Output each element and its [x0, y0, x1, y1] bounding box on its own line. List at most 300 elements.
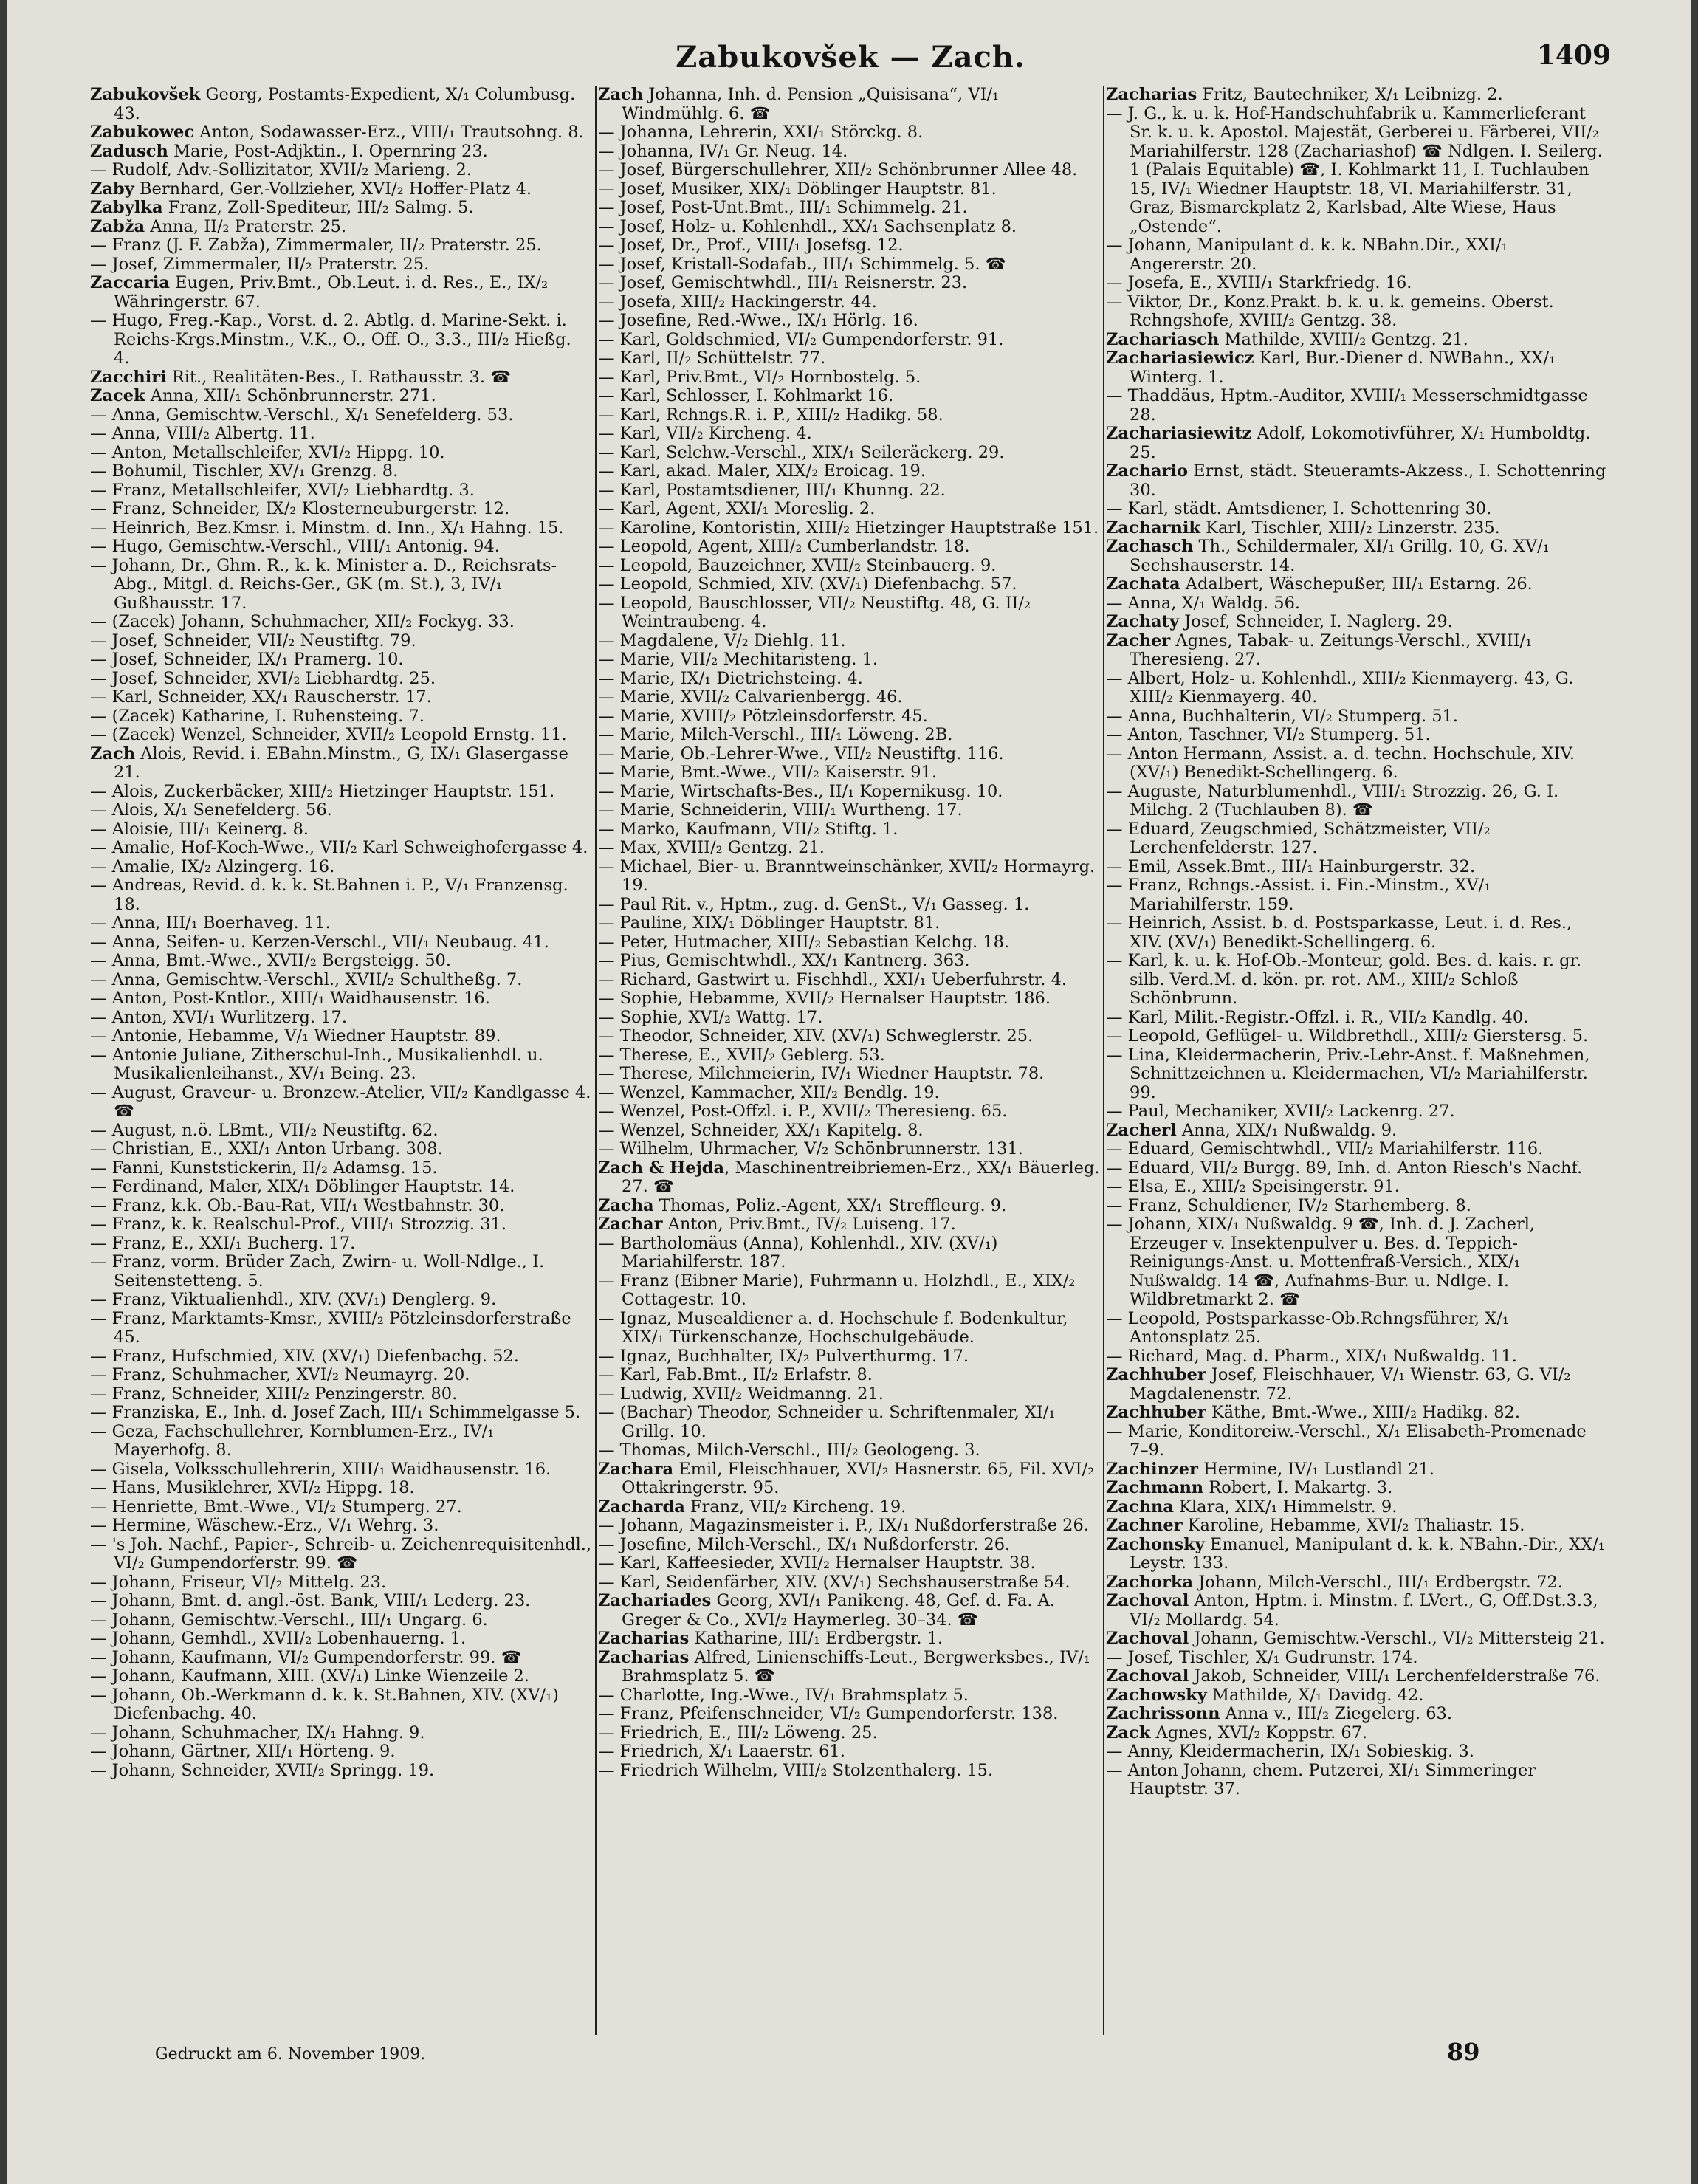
entry-surname: Zabža [90, 216, 145, 236]
directory-entry [598, 1705, 1100, 1724]
directory-entry [90, 1536, 592, 1573]
entry-details: — Max, XVIII/₂ Gentzg. 21. [598, 838, 825, 857]
directory-entry [1106, 594, 1608, 614]
entry-details: Karl, Tischler, XIII/₂ Linzerstr. 235. [1200, 518, 1500, 538]
entry-details: — Franz, k.k. Ob.-Bau-Rat, VII/₁ Westbahnstr. 30. [90, 1195, 505, 1215]
entry-details: — Johann, Magazinsmeister i. P., IX/₁ Nußdorferstraße 26. [598, 1516, 1089, 1535]
directory-entry [1106, 236, 1608, 274]
directory-entry [90, 1611, 592, 1630]
directory-entry [1106, 1705, 1608, 1724]
entry-details: — Franz, k. k. Realschul-Prof., VIII/₁ Strozzig. 31. [90, 1215, 506, 1234]
column-middle [598, 86, 1100, 2035]
directory-entry [1106, 349, 1608, 387]
directory-entry [1106, 1686, 1608, 1706]
directory-entry [598, 1554, 1100, 1573]
directory-entry [1106, 1724, 1608, 1743]
entry-details: — Josefine, Milch-Verschl., IX/₁ Nußdorferstr. 26. [598, 1534, 1011, 1554]
directory-entry [1106, 1479, 1608, 1498]
directory-entry [90, 500, 592, 519]
directory-entry [598, 255, 1100, 275]
directory-entry [598, 726, 1100, 745]
directory-entry [1106, 462, 1608, 500]
entry-details: — Johanna, Lehrerin, XXI/₁ Störckg. 8. [598, 123, 924, 142]
entry-details: Thomas, Poliz.-Agent, XX/₁ Streffleurg. 9. [653, 1195, 1007, 1215]
directory-entry [90, 1366, 592, 1385]
entry-details: — (Bachar) Theodor, Schneider u. Schriftenmaler, XI/₁ Grillg. 10. [598, 1403, 1056, 1441]
directory-entry [1106, 274, 1608, 293]
directory-entry [1106, 707, 1608, 727]
directory-entry [1106, 1592, 1608, 1630]
directory-entry [90, 1724, 592, 1743]
entry-details: — Wenzel, Post-Offzl. i. P., XVII/₂ Theresieng. 65. [598, 1102, 1008, 1121]
entry-details: — Anton, XVI/₁ Wurlitzerg. 17. [90, 1007, 347, 1027]
directory-entry [598, 387, 1100, 406]
entry-details: Klara, XIX/₁ Himmelstr. 9. [1174, 1497, 1398, 1517]
entry-details: — Anna, Buchhalterin, VI/₂ Stumperg. 51. [1106, 706, 1459, 726]
directory-entry [90, 538, 592, 557]
entry-details: — Therese, Milchmeierin, IV/₁ Wiedner Hauptstr. 78. [598, 1064, 1045, 1083]
entry-details: — Eduard, Gemischtwhdl., VII/₂ Mariahilferstr. 116. [1106, 1139, 1544, 1158]
directory-entry [598, 914, 1100, 933]
entry-details: — Antonie, Hebamme, V/₁ Wiedner Hauptstr. 89. [90, 1026, 501, 1045]
entry-details: — Johann, XIX/₁ Nußwaldg. 9 ☎, Inh. d. J. Zacherl, Erzeuger v. Insektenpulver u. Bes. d. Teppich-Reinigungs-Anst. u. Mottenfraß-Versich., XIX/₁ Nußwaldg. 14 ☎, Aufnahms-Bur. u. Ndlge. I. Wildbretmarkt 2. ☎ [1106, 1215, 1536, 1309]
directory-entry [598, 1517, 1100, 1536]
entry-details: — Anna, Seifen- u. Kerzen-Verschl., VII/₁ Neubaug. 41. [90, 932, 549, 952]
entry-details: — Amalie, Hof-Koch-Wwe., VII/₂ Karl Schweighofergasse 4. [90, 838, 588, 857]
directory-entry [598, 1197, 1100, 1216]
directory-entry [90, 1159, 592, 1178]
directory-entry [90, 1630, 592, 1649]
entry-details: — Richard, Gastwirt u. Fischhdl., XXI/₁ Ueberfuhrstr. 4. [598, 969, 1068, 989]
directory-entry [90, 858, 592, 877]
directory-entry [598, 1724, 1100, 1743]
directory-entry [1106, 1009, 1608, 1028]
entry-surname: Zachariasch [1106, 329, 1220, 349]
entry-details: — Leopold, Postsparkasse-Ob.Rchngsführer, X/₁ Antonsplatz 25. [1106, 1308, 1509, 1347]
entry-details: — Auguste, Naturblumenhdl., VIII/₁ Strozzig. 26, G. I. Milchg. 2 (Tuchlauben 8). ☎ [1106, 781, 1559, 820]
directory-entry [598, 349, 1100, 368]
entry-details: — Franz, Hufschmied, XIV. (XV/₁) Diefenbachg. 52. [90, 1346, 519, 1366]
entry-details: Adolf, Lokomotivführer, X/₁ Humboldtg. 25. [1130, 424, 1591, 462]
entry-details: — Karl, VII/₂ Kircheng. 4. [598, 424, 812, 443]
entry-details: — Hermine, Wäschew.-Erz., V/₁ Wehrg. 3. [90, 1516, 439, 1535]
directory-entry [598, 236, 1100, 255]
directory-entry [90, 632, 592, 651]
entry-surname: Zabukovšek [90, 86, 201, 104]
directory-entry [90, 839, 592, 858]
entry-details: Marie, Post-Adjktin., I. Opernring 23. [168, 141, 488, 161]
directory-entry [598, 745, 1100, 764]
directory-entry [598, 1122, 1100, 1141]
entry-surname: Zaccaria [90, 273, 170, 292]
column-left [90, 86, 592, 2035]
entry-details: — Emil, Assek.Bmt., III/₁ Hainburgerstr. 32. [1106, 856, 1476, 876]
entry-details: — Marie, IX/₁ Dietrichsteing. 4. [598, 668, 863, 688]
directory-entry [1106, 1122, 1608, 1141]
entry-surname: Zacher [1106, 631, 1171, 650]
entry-details: Georg, Postamts-Expedient, X/₁ Columbusg. 43. [114, 86, 576, 123]
page-header [90, 35, 1611, 80]
directory-entry [90, 1460, 592, 1480]
directory-entry [90, 557, 592, 614]
directory-entry [598, 199, 1100, 218]
directory-entry [1106, 105, 1608, 237]
entry-surname: Zachoval [1106, 1629, 1189, 1648]
directory-entry [90, 1215, 592, 1234]
entry-details: Rit., Realitäten-Bes., I. Rathausstr. 3. ☎ [166, 367, 512, 387]
directory-entry [598, 1460, 1100, 1498]
entry-details: — Josef, Gemischtwhdl., III/₁ Reisnerstr. 23. [598, 273, 968, 292]
entry-details: — Ignaz, Musealdiener a. d. Hochschule f. Bodenkultur, XIX/₁ Türkenschanze, Hochschulgebäude. [598, 1308, 1068, 1347]
directory-entry [1106, 1460, 1608, 1480]
directory-entry [598, 462, 1100, 481]
directory-entry [90, 312, 592, 368]
entry-details: Franz, Zoll-Spediteur, III/₂ Salmg. 5. [162, 198, 474, 217]
entry-details: , Maschinentreibriemen-Erz., XX/₁ Bäuerleg. 27. ☎ [622, 1158, 1100, 1196]
directory-entry [90, 613, 592, 632]
directory-entry [598, 1573, 1100, 1593]
entry-details: — Leopold, Bauschlosser, VII/₂ Neustiftg. 48, G. II/₂ Weintraubeng. 4. [598, 593, 1031, 631]
entry-surname: Zaby [90, 179, 134, 199]
directory-entry [1106, 1102, 1608, 1122]
entry-details: — Ludwig, XVII/₂ Weidmanng. 21. [598, 1384, 884, 1404]
directory-page [7, 0, 1691, 2184]
entry-details: Käthe, Bmt.-Wwe., XIII/₂ Hadikg. 82. [1206, 1403, 1521, 1422]
directory-entry [1106, 1536, 1608, 1573]
directory-entry [1106, 726, 1608, 745]
entry-surname: Zacharias [598, 1647, 690, 1667]
directory-entry [598, 989, 1100, 1009]
entry-details: — Bartholomäus (Anna), Kohlenhdl., XIV. (XV/₁) Mariahilferstr. 187. [598, 1233, 998, 1271]
entry-details: Josef, Schneider, I. Naglerg. 29. [1179, 612, 1453, 631]
entry-details: — Heinrich, Assist. b. d. Postsparkasse, Leut. i. d. Res., XIV. (XV/₁) Benedikt-Schellingerg. 6. [1106, 913, 1572, 952]
directory-entry [598, 896, 1100, 915]
entry-details: — Franz, vorm. Brüder Zach, Zwirn- u. Woll-Ndlge., I. Seitenstetteng. 5. [90, 1252, 545, 1291]
entry-details: — Franz, Marktamts-Kmsr., XVIII/₂ Pötzleinsdorferstraße 45. [90, 1308, 571, 1347]
entry-details: Alfred, Linienschiffs-Leut., Bergwerksbes., IV/₁ Brahmsplatz 5. ☎ [622, 1647, 1090, 1686]
entry-details: — Karl, Schneider, XX/₁ Rauscherstr. 17. [90, 687, 432, 707]
directory-entry [598, 1742, 1100, 1762]
entry-surname: Zachar [598, 1215, 663, 1234]
entry-details: — Paul, Mechaniker, XVII/₂ Lackenrg. 27. [1106, 1102, 1455, 1121]
entry-details: Anna, XIX/₁ Nußwaldg. 9. [1176, 1120, 1398, 1140]
entry-details: — Henriette, Bmt.-Wwe., VI/₂ Stumperg. 27. [90, 1497, 462, 1517]
directory-entry [598, 406, 1100, 425]
directory-entry [598, 481, 1100, 501]
entry-details: — Karl, akad. Maler, XIX/₂ Eroicag. 19. [598, 461, 926, 481]
entry-details: — Franz, Rchngs.-Assist. i. Fin.-Minstm., XV/₁ Mariahilferstr. 159. [1106, 876, 1491, 914]
directory-entry [1106, 500, 1608, 519]
entry-details: — Anna, VIII/₂ Albertg. 11. [90, 424, 315, 443]
directory-entry [598, 1234, 1100, 1272]
entry-details: Mathilde, X/₁ Davidg. 42. [1206, 1685, 1424, 1705]
directory-entry [1106, 1649, 1608, 1668]
entry-details: — Magdalene, V/₂ Diehlg. 11. [598, 631, 846, 650]
entry-details: — Karl, Priv.Bmt., VI/₂ Hornbostelg. 5. [598, 367, 921, 387]
entry-details: Anna v., III/₂ Ziegelerg. 63. [1220, 1704, 1453, 1723]
directory-entry [598, 594, 1100, 632]
directory-entry [1106, 745, 1608, 783]
entry-details: Karoline, Hebamme, XVI/₂ Thaliastr. 15. [1182, 1516, 1525, 1535]
entry-details: — Gisela, Volksschullehrerin, XIII/₁ Waidhausenstr. 16. [90, 1459, 551, 1479]
directory-entry [1106, 331, 1608, 350]
entry-details: — Marie, Bmt.-Wwe., VII/₂ Kaiserstr. 91. [598, 763, 938, 782]
directory-entry [598, 1630, 1100, 1649]
entry-details: — August, n.ö. LBmt., VII/₂ Neustiftg. 62. [90, 1120, 439, 1140]
entry-details: — Paul Rit. v., Hptm., zug. d. GenSt., V/₁ Gasseg. 1. [598, 894, 1030, 914]
directory-entry [90, 1479, 592, 1498]
directory-entry [90, 1197, 592, 1216]
directory-entry [90, 952, 592, 971]
entry-surname: Zachasch [1106, 537, 1194, 556]
entry-details: — Bohumil, Tischler, XV/₁ Grenzg. 8. [90, 461, 399, 481]
entry-details: Eugen, Priv.Bmt., Ob.Leut. i. d. Res., E., IX/₂ Währingerstr. 67. [114, 273, 549, 312]
entry-details: — Anton Hermann, Assist. a. d. techn. Hochschule, XIV. (XV/₁) Benedikt-Schellingerg. 6. [1106, 744, 1575, 782]
entry-details: Emil, Fleischhauer, XVI/₂ Hasnerstr. 65, Fil. XVI/₂ Ottakringerstr. 95. [622, 1459, 1095, 1497]
entry-details: — Franz, Schuhmacher, XVI/₂ Neumayrg. 20. [90, 1365, 470, 1384]
directory-entry [1106, 613, 1608, 632]
entry-details: — Marie, Ob.-Lehrer-Wwe., VII/₂ Neustiftg. 116. [598, 744, 1004, 763]
entry-details: — Franziska, E., Inh. d. Josef Zach, III/₁ Schimmelgasse 5. [90, 1403, 581, 1422]
entry-surname: Zachorka [1106, 1572, 1194, 1592]
entry-details: — Johann, Dr., Ghm. R., k. k. Minister a. D., Reichsrats-Abg., Mitgl. d. Reichs-Ger., GK (m. St.), 3, IV/₁ Gußhausstr. 17. [90, 555, 557, 613]
directory-entry [1106, 1630, 1608, 1649]
entry-surname: Zacha [598, 1195, 654, 1215]
directory-entry [598, 86, 1100, 123]
directory-entry [598, 952, 1100, 971]
directory-entry [90, 1084, 592, 1122]
directory-entry [598, 763, 1100, 783]
directory-entry [90, 876, 592, 914]
entry-details: Mathilde, XVIII/₂ Gentzg. 21. [1219, 329, 1468, 349]
directory-entry [598, 425, 1100, 444]
directory-entry [598, 971, 1100, 990]
entry-details: — Friedrich Wilhelm, VIII/₂ Stolzenthalerg. 15. [598, 1760, 994, 1780]
directory-entry [1106, 670, 1608, 707]
directory-entry [598, 1498, 1100, 1517]
directory-entry [90, 1253, 592, 1291]
directory-entry [598, 519, 1100, 538]
entry-details: — Karl, Kaffeesieder, XVII/₂ Hernalser Hauptstr. 38. [598, 1553, 1036, 1573]
entry-surname: Zabylka [90, 198, 163, 217]
entry-details: Josef, Fleischhauer, V/₁ Wienstr. 63, G. VI/₂ Magdalenenstr. 72. [1130, 1365, 1571, 1404]
entry-details: — Michael, Bier- u. Branntweinschänker, XVII/₂ Hormayrg. 19. [598, 856, 1096, 895]
entry-details: — Johann, Ob.-Werkmann d. k. k. St.Bahnen, XIV. (XV/₁) Diefenbachg. 40. [90, 1685, 559, 1723]
directory-entry [598, 1310, 1100, 1347]
directory-entry [598, 123, 1100, 142]
entry-details: — Thomas, Milch-Verschl., III/₂ Geologeng. 3. [598, 1440, 980, 1460]
entry-details: — Josef, Holz- u. Kohlenhdl., XX/₁ Sachsenplatz 8. [598, 216, 1017, 236]
entry-surname: Zach [90, 744, 136, 763]
directory-entry [598, 1027, 1100, 1046]
directory-entry [598, 839, 1100, 858]
directory-entry [598, 1065, 1100, 1084]
entry-details: — Johann, Gemischtw.-Verschl., III/₁ Ungarg. 6. [90, 1610, 488, 1630]
directory-entry [90, 406, 592, 425]
entry-surname: Zabukowec [90, 123, 195, 142]
entry-details: — Josef, Schneider, XVI/₂ Liebhardtg. 25. [90, 668, 436, 688]
entry-details: — Marie, Wirtschafts-Bes., II/₁ Kopernikusg. 10. [598, 781, 1003, 801]
directory-entry [598, 293, 1100, 312]
entry-details: — Eduard, Zeugschmied, Schätzmeister, VII/₂ Lerchenfelderstr. 127. [1106, 819, 1491, 857]
directory-entry [1106, 632, 1608, 670]
directory-entry [1106, 1178, 1608, 1197]
directory-entry [1106, 1310, 1608, 1347]
directory-entry [1106, 86, 1608, 105]
entry-details: — Andreas, Revid. d. k. k. St.Bahnen i. P., V/₁ Franzensg. 18. [90, 876, 568, 914]
entry-details: — Karoline, Kontoristin, XIII/₂ Hietzinger Hauptstraße 151. [598, 518, 1099, 538]
directory-entry [90, 142, 592, 162]
entry-details: — Hans, Musiklehrer, XVI/₂ Hippg. 18. [90, 1478, 415, 1497]
entry-surname: Zachariasiewicz [1106, 348, 1254, 368]
directory-entry [90, 180, 592, 199]
entry-details: — Karl, II/₂ Schüttelstr. 77. [598, 348, 826, 368]
entry-details: — Ignaz, Buchhalter, IX/₂ Pulverthurmg. 17. [598, 1346, 969, 1366]
entry-details: — Josefa, E., XVIII/₁ Starkfriedg. 16. [1106, 273, 1412, 292]
entry-surname: Zachaty [1106, 612, 1180, 631]
directory-entry [1106, 820, 1608, 858]
entry-surname: Zacharias [598, 1629, 690, 1648]
entry-details: Georg, XVI/₁ Panikeng. 48, Gef. d. Fa. A. Greger & Co., XVI/₂ Haymerleg. 30–34. ☎ [622, 1591, 1056, 1630]
entry-details: — Marie, Schneiderin, VIII/₁ Wurtheng. 17. [598, 800, 963, 820]
entry-surname: Zachner [1106, 1516, 1183, 1535]
entry-details: — Josef, Bürgerschullehrer, XII/₂ Schönbrunner Allee 48. [598, 160, 1078, 179]
directory-entry [90, 1649, 592, 1668]
directory-entry [90, 1310, 592, 1347]
directory-entry [598, 707, 1100, 727]
directory-entry [90, 161, 592, 180]
entry-details: — Josefa, XIII/₂ Hackingerstr. 44. [598, 292, 877, 312]
directory-entry [598, 368, 1100, 388]
entry-details: — Josefine, Red.-Wwe., IX/₁ Hörlg. 16. [598, 311, 918, 330]
entry-details: — Anna, Bmt.-Wwe., XVII/₂ Bergsteigg. 50. [90, 951, 451, 970]
entry-details: — Leopold, Geflügel- u. Wildbrethdl., XIII/₂ Gierstersg. 5. [1106, 1026, 1589, 1045]
directory-entry [598, 1159, 1100, 1197]
entry-details: — Franz, E., XXI/₁ Bucherg. 17. [90, 1233, 356, 1253]
directory-entry [90, 425, 592, 444]
entry-surname: Zachoval [1106, 1666, 1189, 1686]
directory-entry [598, 1441, 1100, 1460]
entry-surname: Zacharias [1106, 86, 1197, 104]
entry-surname: Zachhuber [1106, 1403, 1206, 1422]
entry-details: — Peter, Hutmacher, XIII/₂ Sebastian Kelchg. 18. [598, 932, 1010, 952]
entry-details: — J. G., k. u. k. Hof-Handschuhfabrik u. Kammerlieferant Sr. k. u. k. Apostol. Majestät, Gerberei u. Färberei, VII/₂ Mariahilferstr. 128 (Zachariashof) ☎ Ndlgen. I. Seilerg. 1 (Palais Equitable) ☎, I. Kohlmarkt 11, I. Tuchlauben 15, IV/₁ Wiedner Hauptstr. 18, VI. Mariahilferstr. 31, Graz, Bismarckplatz 2, Karlsbad, Alte Wiese, Haus „Ostende“. [1106, 103, 1603, 236]
directory-entry [90, 688, 592, 707]
directory-entry [598, 801, 1100, 820]
directory-entry [90, 971, 592, 990]
entry-details: — Hugo, Gemischtw.-Verschl., VIII/₁ Antonig. 94. [90, 537, 500, 556]
entry-details: — Alois, Zuckerbäcker, XIII/₂ Hietzinger Hauptstr. 151. [90, 781, 555, 801]
directory-entry [598, 1366, 1100, 1385]
entry-details: — Johann, Friseur, VI/₂ Mittelg. 23. [90, 1572, 387, 1592]
entry-details: — Johann, Bmt. d. angl.-öst. Bank, VIII/₁ Lederg. 23. [90, 1591, 531, 1610]
directory-entry [1106, 858, 1608, 877]
entry-details: Fritz, Bautechniker, X/₁ Leibnizg. 2. [1197, 86, 1503, 104]
entry-details: — Richard, Mag. d. Pharm., XIX/₁ Nußwaldg. 11. [1106, 1346, 1517, 1366]
entry-details: — Anna, X/₁ Waldg. 56. [1106, 593, 1301, 613]
directory-entry [90, 801, 592, 820]
column-right [1106, 86, 1608, 2035]
entry-details: — Franz, Schuldiener, IV/₂ Starhemberg. 8. [1106, 1195, 1471, 1215]
entry-details: — Josef, Zimmermaler, II/₂ Praterstr. 25. [90, 254, 430, 274]
entry-details: — Johann, Schneider, XVII/₂ Springg. 19. [90, 1760, 435, 1780]
entry-details: — Wenzel, Kammacher, XII/₂ Bendlg. 19. [598, 1082, 940, 1102]
entry-details: — Josef, Musiker, XIX/₁ Döblinger Hauptstr. 81. [598, 179, 997, 199]
entry-details: — Marie, Konditoreiw.-Verschl., X/₁ Elisabeth-Promenade 7–9. [1106, 1421, 1587, 1460]
entry-details: Anna, XII/₁ Schönbrunnerstr. 271. [145, 386, 436, 405]
directory-entry [598, 1046, 1100, 1065]
entry-details: — Sophie, XVI/₂ Wattg. 17. [598, 1007, 823, 1027]
directory-entry [598, 274, 1100, 293]
entry-details: — Alois, X/₁ Senefelderg. 56. [90, 800, 332, 820]
entry-details: — Leopold, Agent, XIII/₂ Cumberlandstr. 18. [598, 537, 970, 556]
entry-surname: Zachario [1106, 461, 1189, 481]
directory-entry [1106, 876, 1608, 914]
entry-details: — (Zacek) Wenzel, Schneider, XVII/₂ Leopold Ernstg. 11. [90, 725, 567, 744]
directory-entry [90, 1347, 592, 1367]
directory-entry [598, 1649, 1100, 1686]
directory-entry [598, 858, 1100, 896]
entry-details: — Josef, Dr., Prof., VIII/₁ Josefsg. 12. [598, 236, 904, 255]
directory-entry [90, 914, 592, 933]
directory-entry [598, 1102, 1100, 1122]
directory-entry [90, 989, 592, 1009]
entry-details: — Christian, E., XXI/₁ Anton Urbang. 308. [90, 1139, 443, 1158]
entry-details: — Franz, Metallschleifer, XVI/₂ Liebhardtg. 3. [90, 480, 475, 500]
entry-details: — 's Joh. Nachf., Papier-, Schreib- u. Zeichenrequisitenhdl., VI/₂ Gumpendorferstr. 99. ☎ [90, 1534, 592, 1573]
entry-details: — Hugo, Freg.-Kap., Vorst. d. 2. Abtlg. d. Marine-Sekt. i. Reichs-Krgs.Minstm., V.K., O., Off. O., 3.3., III/₂ Hießg. 4. [90, 311, 571, 368]
directory-entry [90, 1178, 592, 1197]
entry-details: — Friedrich, E., III/₂ Löweng. 25. [598, 1723, 878, 1742]
entry-details: — Anton, Metallschleifer, XVI/₂ Hippg. 10. [90, 442, 445, 462]
directory-entry [1106, 575, 1608, 594]
entry-surname: Zadusch [90, 141, 168, 161]
directory-entry [90, 707, 592, 727]
entry-surname: Zach [598, 86, 644, 104]
entry-details: — Anny, Kleidermacherin, IX/₁ Sobieskig. 3. [1106, 1742, 1474, 1761]
entry-details: — Karl, städt. Amtsdiener, I. Schottenring 30. [1106, 499, 1492, 518]
directory-entry [1106, 1742, 1608, 1762]
entry-details: — Franz, Pfeifenschneider, VI/₂ Gumpendorferstr. 138. [598, 1704, 1059, 1723]
directory-entry [598, 1686, 1100, 1706]
directory-entry [90, 236, 592, 255]
entry-details: — Johanna, IV/₁ Gr. Neug. 14. [598, 141, 848, 161]
directory-entry [598, 783, 1100, 802]
entry-details: — Wilhelm, Uhrmacher, V/₂ Schönbrunnerstr. 131. [598, 1139, 1023, 1158]
entry-surname: Zachna [1106, 1497, 1174, 1517]
entry-surname: Zachariades [598, 1591, 712, 1610]
directory-entry [90, 650, 592, 670]
directory-entry [598, 1140, 1100, 1159]
entry-details: — Aloisie, III/₁ Keinerg. 8. [90, 819, 309, 839]
entry-details: — Theodor, Schneider, XIV. (XV/₁) Schweglerstr. 25. [598, 1026, 1034, 1045]
entry-details: — Johann, Manipulant d. k. k. NBahn.Dir., XXI/₁ Angererstr. 20. [1106, 236, 1508, 274]
entry-details: — Franz, Schneider, XIII/₂ Penzingerstr. 80. [90, 1384, 458, 1404]
entry-details: — Geza, Fachschullehrer, Kornblumen-Erz., IV/₁ Mayerhofg. 8. [90, 1421, 495, 1460]
directory-entry [598, 1009, 1100, 1028]
entry-details: Anton, Sodawasser-Erz., VIII/₁ Trautsohng. 8. [194, 123, 584, 142]
directory-entry [1106, 1667, 1608, 1686]
entry-details: Hermine, IV/₁ Lustlandl 21. [1197, 1459, 1434, 1479]
directory-entry [90, 387, 592, 406]
entry-details: — Ferdinand, Maler, XIX/₁ Döblinger Hauptstr. 14. [90, 1177, 515, 1196]
directory-entry [598, 142, 1100, 162]
directory-entry [90, 1667, 592, 1686]
directory-entry [90, 783, 592, 802]
entry-details: — Lina, Kleidermacherin, Priv.-Lehr-Anst. f. Maßnehmen, Schnittzeichnen u. Kleidermachen, VI/₂ Mariahilferstr. 99. [1106, 1045, 1590, 1102]
entry-details: Emanuel, Manipulant d. k. k. NBahn.-Dir., XX/₁ Leystr. 133. [1130, 1534, 1605, 1573]
directory-entry [90, 255, 592, 275]
